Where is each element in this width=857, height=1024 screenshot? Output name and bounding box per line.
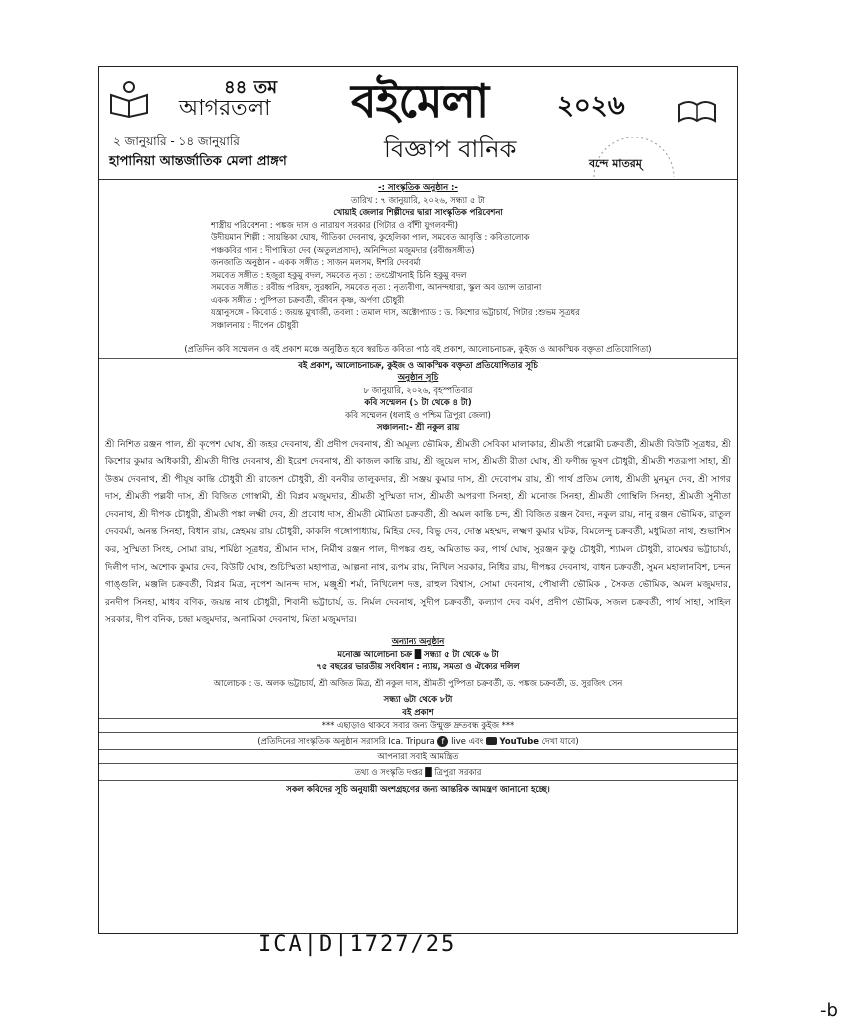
culture-row: জনজাতি অনুষ্ঠান - একক সঙ্গীত : সাজন মলসম, ঈশরি দেববর্মা	[211, 257, 421, 267]
culture-note: (প্রতিদিন কবি সম্মেলন ও বই প্রকাশ মঞ্চে অনুষ্ঠিত হবে স্বরচিত কবিতা পাঠ বই প্রকাশ, আলোচনাচক্র, কুইজ ও আকস্মিক বক্তৃতা প্রতিযোগিতা)	[184, 344, 652, 354]
facebook-icon: f	[437, 736, 448, 747]
poets-list: শ্রী নিশিত রঞ্জন পাল, শ্রী কৃপেশ ঘোষ, শ্রী জহর দেবনাথ, শ্রী প্রদীপ দেবনাথ, শ্রী অমূল্য ভৌমিক, শ্রীমতী সেবিকা মালাকার, শ্রীমতী পল্লোমী চক্রবর্তী, শ্রীমতী বিউটি সূত্রধর, শ্রী কিশোর কুমার অধিকারী, শ্রীমতী দীপ্তি দেবনাথ, শ্রী ইরেশ দেবনাথ, শ্রী কাজল কান্তি রায়, শ্রী জুয়েল দাস, শ্রীমতী রীতা ঘোষ, শ্রী ফণীন্দ্র ভূষণ চৌধুরী, শ্রীমতী শতরূপা সাহা, শ্রী উত্তম দেবনাথ, শ্রী পীযূষ কান্তি চৌধুরী শ্রী রাজেশ চৌধুরী, শ্রী বনবীর তালুকদার, শ্রী সঞ্জয় কুমার দাস, শ্রী দেবোপম রায়, শ্রী পার্থ প্রতিম লোধ, শ্রীমতী মুনমুন দেব, শ্রী সাগর দাস, শ্রীমতী পল্লবী দাস, শ্রী বিজিত গোস্বামী, শ্রী বিপ্লব মজুমদার, শ্রীমতী সুস্মিতা দাস, শ্রীমতী অপরণা সিনহা, শ্রী মনোজ সিনহা, শ্রীমতী গোম্বিলি সিনহা, শ্রীমতী সুনীতা দেবনাথ, শ্রী দীপক চৌধুরী, শ্রীমতী পঙ্কা লক্ষ্মী দেব, শ্রী প্রবোধ দাস, শ্রীমতী মৌমিতা চক্রবর্তী, শ্রী অমল কান্তি চন্দ, শ্রী বিজিত রঞ্জন বৈদ্য, নকুল রায়, নানু রঞ্জন ভৌমিক, রাতুল দেববর্মা, অনন্ত সিনহা, বিধান রায়, স্নেহময় রায় চৌধুরী, কাকলি গঙ্গোপাধ্যায়, মিহির দেব, বিভু দেব, দোস্ত মহম্মদ, লক্ষ্মণ কুমার ঘটক, বিমলেন্দু চক্রবর্তী, মধুমিতা নাথ, শুভাশিস কর, সুস্মিতা সিংহ, সোমা রায়, শর্মিষ্ঠা সূত্রধর, শ্রীমান দাস, নির্মীথ রঞ্জন পাল, দীপঙ্কর গুহ, অমিতাভ কর, পার্থ ঘোষ, সুরঞ্জন কুণ্ডু চৌধুরী, শ্যামল চৌধুরী, রামেশ্বর ভট্টাচার্য্য, দিলীপ দাস, অশোক কুমার দেব, বিউটি ঘোষ, শুচিস্মিতা মহাপাত্র, আল্পনা নাথ, রূপম রায়, নিখিল সরকার, নিধির রায়, দীপঙ্কর দেবনাথ, বাধন চক্রবর্তী, সুমন মহালানবিশ, চন্দন গাঙ্গুলি, মঞ্জলি চক্রবর্তী, বিপ্লব মিত্র, নৃপেশ আনন্দ দাস, মঞ্জুশ্রী শর্মা, নিখিলেশ দত্ত, রাহুল বিশ্বাস, সোমা দেবনাথ, পৌষালী ভৌমিক , সৈকত ভৌমিক, অমল মজুমদার, রনদীপ সিনহা, মাধব বণিক, জয়ন্ত নাথ চৌধুরী, শিবানী ভট্টাচার্য, ড. নির্মল দেবনাথ, সুদীপ চক্রবর্তী, কল্যাণ দেব বর্মণ, প্রদীপ ভৌমিক, সজল চক্রবর্তী, পার্থ সাহা, সাহিল সরকার, দীপ বনিক, চন্দ্রা মজুমদার, অনামিকা দেবনাথ, মিতা মজুমদার।	[105, 438, 731, 626]
date-range: ২ জানুয়ারি - ১৪ জানুয়ারি	[113, 134, 240, 148]
venue-label: হাপানিয়া আন্তর্জাতিক মেলা প্রাঙ্গণ	[109, 154, 287, 169]
culture-row: সঞ্চালনায় : দীপেন চৌধুরী	[211, 319, 299, 330]
notice-frame	[98, 66, 738, 934]
live-handle: Ica. Tripura	[388, 735, 435, 746]
final-invitation: সকল কবিদের সূচি অনুযায়ী অংশগ্রহণের জন্য আন্তরিক আমন্ত্রণ জানানো হচ্ছে।	[286, 784, 550, 795]
live-prefix: (প্রতিদিনের সাংস্কৃতিক অনুষ্ঠান সরাসরি	[257, 735, 386, 746]
quiz-label: *** এছাড়াও থাকবে সবার জন্য উন্মুক্ত দ্রুতবন্ধ কুইজ ***	[321, 720, 515, 731]
city-label: আগরতলা	[179, 96, 271, 121]
edition-label: ৪৪ তম	[224, 77, 278, 98]
poets-subtitle: কবি সম্মেলন (ধলাই ও পশ্চিম ত্রিপুরা জেলা)	[345, 409, 491, 420]
culture-heading: -: সাংস্কৃতিক অনুষ্ঠান :-	[378, 182, 458, 192]
handwritten-reference: ICA|D|1727/25	[258, 932, 457, 957]
slogan-label: বন্দে মাতরম্	[589, 157, 642, 170]
evening-time: সন্ধ্যা ৬টা থেকে ৮টা	[383, 694, 453, 705]
open-book-icon	[677, 97, 717, 125]
notice-subtitle: বিজ্ঞাপ বানিক	[384, 135, 517, 163]
program-intro: বই প্রকাশ, আলোচনাচক্র, কুইজ ও আকস্মিক বক্তৃতা প্রতিযোগিতার সূচি	[298, 359, 538, 370]
department-label: তথ্য ও সংস্কৃতি দপ্তর █ ত্রিপুরা সরকার	[354, 766, 482, 777]
book-release-label: বই প্রকাশ	[402, 706, 434, 717]
reader-logo-icon	[107, 79, 151, 119]
anchor-label: সঞ্চালনা:- শ্রী নকুল রায়	[376, 422, 460, 432]
welcome-label: আপনারা সবাই আমন্ত্রিত	[377, 751, 459, 762]
youtube-icon	[486, 737, 497, 745]
seminar-speakers: আলোচক : ড. অলক ভট্টাচার্য, শ্রী অজিত মিত্র, শ্রী নকুল দাস, শ্রীমতী পুষ্পিতা চক্রবর্তী, ড. পঙ্কজ চক্রবর্তী, ড. সুরজিৎ সেন	[213, 677, 623, 688]
culture-row: সমবেত সঙ্গীত : হজুরা হকুমু বদল, সমবেত নৃত্য : তংখ্রৌখনাই চিনি হকুমু বদল	[211, 269, 467, 280]
live-middle: live এবং	[451, 735, 484, 746]
seminar-topic: ৭৫ বছরের ভারতীয় সংবিধান : ন্যায়, সমতা ও ঐক্যের দলিল	[316, 661, 520, 672]
culture-row: সমবেত সঙ্গীত : রবীন্দ্র পরিষদ, সুরধ্বনি, সমবেত নৃত্য : নৃত্যবীণা, আনন্দধারা, স্কুল অব ড্যান্স তারানা	[211, 282, 542, 292]
culture-theme: খোয়াই জেলার শিল্পীদের দ্বারা সাংস্কৃতিক পরিবেশনা	[333, 207, 503, 217]
corner-mark: -b	[820, 1000, 838, 1021]
culture-row: শাস্ত্রীয় পরিবেশনা : পঙ্কজ দাস ও নারায়ণ সরকার (গিটার ও বাঁশী যুগলবন্দী)	[211, 219, 459, 230]
live-line	[99, 733, 737, 750]
culture-row: পঞ্চকবির গান : দীপান্বিতা দেব (অতুলপ্রসাদ), অনিন্দিতা মজুমদার (রবীন্দ্রসঙ্গীত)	[211, 244, 475, 255]
culture-datetime: তারিখ : ৭ জানুয়ারি, ২০২৬, সন্ধ্যা ৫ টা	[351, 194, 485, 205]
header-banner	[99, 67, 737, 180]
youtube-label: YouTube	[499, 735, 539, 746]
fair-year: ২০২৬	[557, 91, 625, 121]
seminar-label: মনোজ্ঞ আলোচনা চক্র █ সন্ধ্যা ৫ টা থেকে ৬ টা	[337, 648, 499, 659]
program-date: ৮ জানুয়ারি, ২০২৬, বৃহস্পতিবার	[363, 384, 473, 395]
notice-body	[99, 179, 737, 798]
program-heading: অনুষ্ঠান সূচি	[397, 372, 439, 382]
live-suffix: দেখা যাবে)	[541, 735, 579, 746]
culture-row: উদীয়মান শিল্পী : সায়ন্তিকা ঘোষ, গীতিকা দেবনাথ, কুহেলিকা পাল, সমবেত আবৃত্তি : কবিতালোক	[211, 232, 530, 242]
others-heading: অন্যান্য অনুষ্ঠান	[391, 636, 445, 647]
culture-row: যন্ত্রানুসঙ্গে - কিবোর্ড : জয়ন্ত মুখার্জী, তবলা : তমাল দাস, অক্টোপ্যাড : ড. কিশোর ভট্টাচার্য, গিটার :শুভম সূত্রধর	[211, 307, 580, 317]
culture-row: একক সঙ্গীত : পুষ্পিতা চক্রবর্তী, জীবন কৃষ্ণ, অর্পণা চৌধুরী	[211, 294, 405, 305]
fair-title: বইমেলা	[351, 74, 489, 128]
poets-title: কবি সম্মেলন (১ টা থেকে ৪ টা)	[364, 397, 472, 407]
